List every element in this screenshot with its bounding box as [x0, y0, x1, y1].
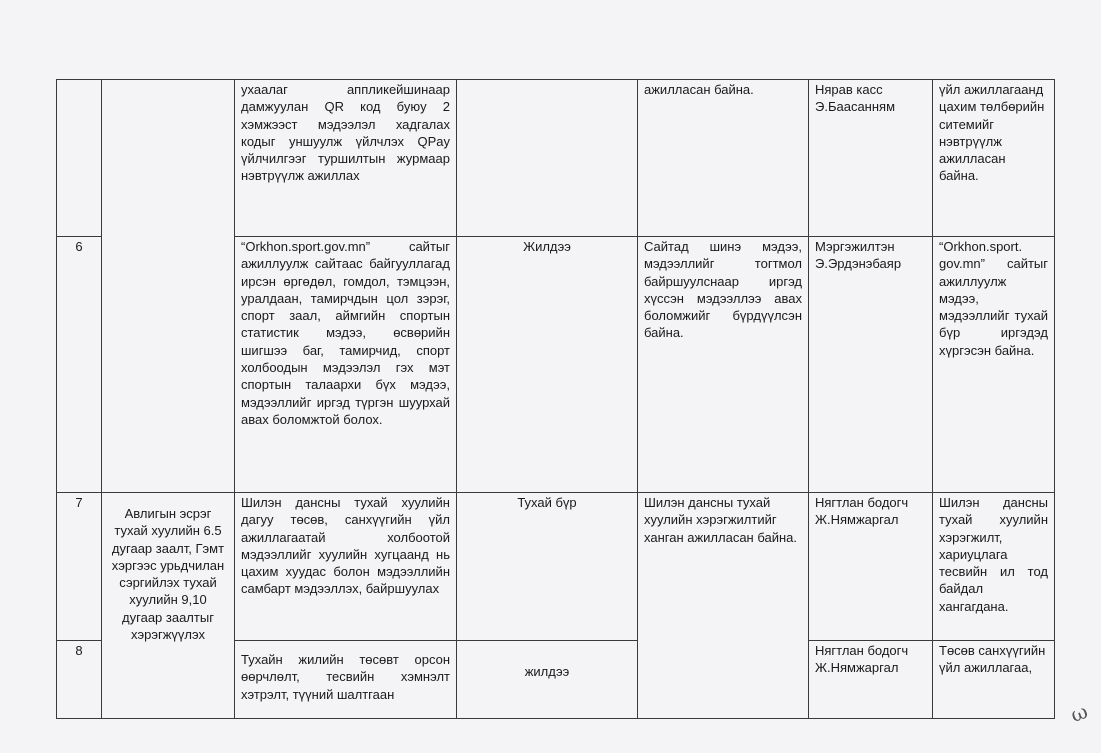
action-cell: ухаалаг аппликейшинаар дамжуулан QR код буюу 2 хэмжээст мэдээлэл хадгалах кодыг уншуулж үйлчлэх QPay үйлчилгээг туршилтын журмаар нэвтрүүлж ажиллах	[235, 80, 457, 237]
outcome-cell: Төсөв санхүүгийн үйл ажиллагаа,	[933, 641, 1055, 719]
responsible-cell: Нягтлан бодогч Ж.Нямжаргал	[809, 493, 933, 641]
responsible-cell: Нярав касс Э.Баасанням	[809, 80, 933, 237]
row-number: 8	[57, 641, 102, 719]
result-cell: ажилласан байна.	[638, 80, 809, 237]
frequency-cell: Жилдээ	[457, 237, 638, 493]
result-cell: Шилэн дансны тухай хуулийн хэрэгжилтийг ханган ажилласан байна.	[638, 493, 809, 719]
measure-cell: Авлигын эсрэг тухай хуулийн 6.5 дугаар заалт, Гэмт хэргээс урьдчилан сэргийлэх тухай хуулийн 9,10 дугаар заалтыг хэрэгжүүлэх	[102, 493, 235, 719]
outcome-cell: Шилэн дансны тухай хуулийн хэрэгжилт, хариуцлага тесвийн ил тод байдал хангагдана.	[933, 493, 1055, 641]
responsible-cell: Мэргэжилтэн Э.Эрдэнэбаяр	[809, 237, 933, 493]
frequency-cell: Тухай бүр	[457, 493, 638, 641]
plan-table	[56, 79, 1055, 719]
handwritten-page-mark: ω	[1067, 698, 1091, 728]
frequency-cell	[457, 80, 638, 237]
action-cell: Шилэн дансны тухай хуулийн дагуу төсөв, санхүүгийн үйл ажиллагаатай холбоотой мэдээллийг хуулийн хугцаанд нь цахим хуудас болон мэдээллийн самбарт мэдээллэх, байршуулах	[235, 493, 457, 641]
responsible-cell: Нягтлан бодогч Ж.Нямжаргал	[809, 641, 933, 719]
action-cell: Тухайн жилийн төсөвт орсон өөрчлөлт, тесвийн хэмнэлт хэтрэлт, түүний шалтгаан	[235, 641, 457, 719]
row-number: 6	[57, 237, 102, 493]
frequency-cell: жилдээ	[457, 641, 638, 719]
outcome-cell: “Orkhon.sport. gov.mn” сайтыг ажиллуулж мэдээ, мэдээллийг тухай бүр иргэдэд хүргэсэн байна.	[933, 237, 1055, 493]
table-row	[57, 493, 1055, 641]
table-row	[57, 80, 1055, 237]
action-cell: “Orkhon.sport.gov.mn” сайтыг ажиллуулж сайтаас байгууллагад ирсэн өргөдөл, гомдол, тэмцээн, уралдаан, тамирчдын цол зэрэг, спорт заал, аймгийн спортын статистик мэдээ, өсвөрийн шигшээ баг, тамирчид, спорт холбоодын мэдээлэл гэх мэт спортын талаархи бүх мэдээ, мэдээллийг иргэд түргэн шуурхай авах боломжтой болох.	[235, 237, 457, 493]
measure-cell	[102, 80, 235, 493]
result-cell: Сайтад шинэ мэдээ, мэдээллийг тогтмол байршуулснаар иргэд хүссэн мэдээллээ авах боломжийг бүрдүүлсэн байна.	[638, 237, 809, 493]
outcome-cell: үйл ажиллагаанд цахим төлбөрийн ситемийг нэвтрүүлж ажилласан байна.	[933, 80, 1055, 237]
row-number	[57, 80, 102, 237]
row-number: 7	[57, 493, 102, 641]
